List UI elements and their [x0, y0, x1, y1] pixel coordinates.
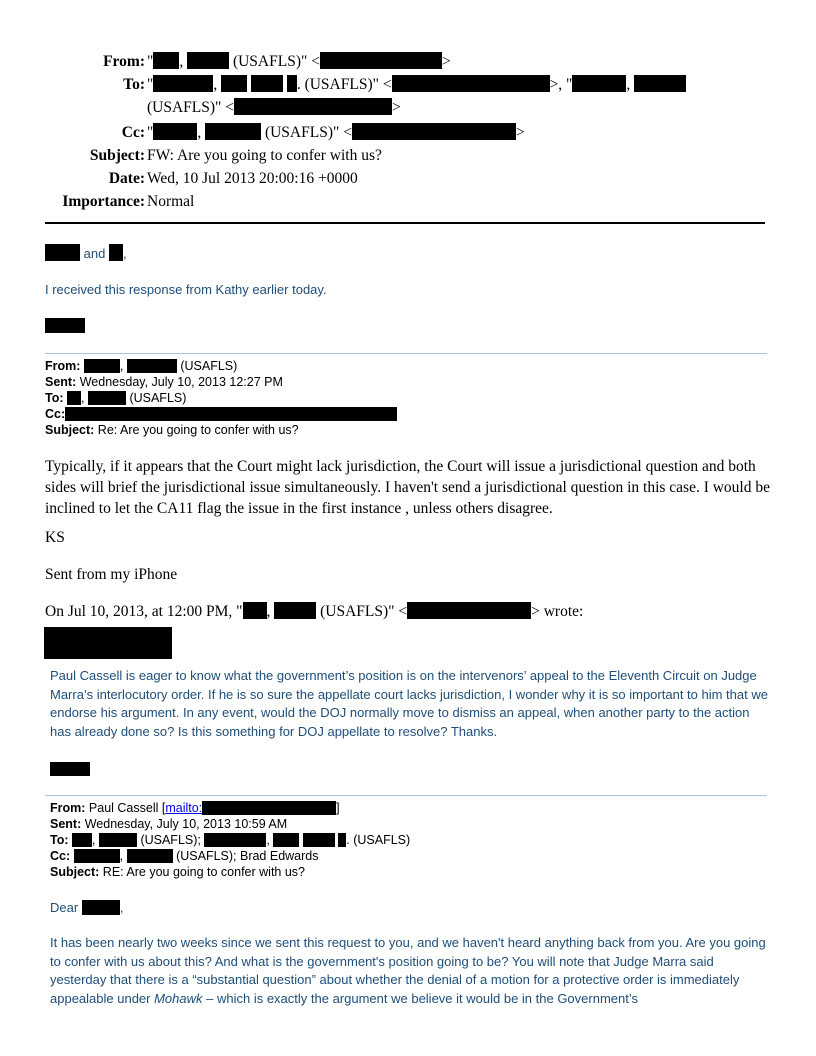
meta-from-row: From: Paul Cassell [mailto: ]: [50, 801, 340, 815]
redaction: [251, 75, 283, 92]
meta-from-value: Paul Cassell [: [88, 801, 166, 815]
redaction: [243, 602, 267, 619]
redaction: [45, 244, 80, 261]
redaction: [72, 833, 92, 847]
redaction: [82, 900, 120, 915]
message-divider: [45, 353, 767, 354]
meta-from-value: (USAFLS): [180, 359, 238, 373]
message-body: Paul Cassell is eager to know what the government’s position is on the intervenors’ appeal to the Eleventh Circuit on Judge Marra’s interlocutory order. If he is so sure the appellate court lacks jurisdiction, I wonder why it is so important to him that we endorse his argument. In any event, would the DOJ normally move to dismiss an appeal, when another party to the action has already done so? Is this something for DOJ appellate to resolve? Thanks.: [50, 668, 768, 739]
header-from-label: From:: [103, 53, 145, 70]
redaction: [392, 75, 550, 92]
header-subject-label: Subject:: [89, 147, 145, 164]
greeting-redaction: [44, 627, 172, 659]
redaction: [74, 849, 120, 863]
redaction: [127, 359, 177, 373]
header-to-value-1: . (USAFLS)" <: [296, 76, 392, 93]
quote-intro: On Jul 10, 2013, at 12:00 PM, " , (USAFLS)" < > wrote:: [45, 603, 584, 620]
header-date-label: Date:: [108, 170, 145, 187]
meta-sent-label: Sent:: [50, 817, 82, 831]
redaction: [204, 833, 266, 847]
meta-cc-label: Cc:: [50, 849, 71, 863]
header-date-value: Wed, 10 Jul 2013 20:00:16 +0000: [147, 170, 358, 187]
meta-sent-row: [45, 374, 397, 390]
greeting-dear: Dear: [50, 900, 79, 915]
meta-to-row: To: , (USAFLS): [45, 391, 187, 405]
sent-from: Sent from my iPhone: [45, 566, 178, 583]
mailto-link[interactable]: mailto:: [165, 801, 203, 815]
meta-sent-row: [50, 816, 410, 832]
meta-to-row: To: , (USAFLS); , . (USAFLS): [50, 833, 411, 847]
quote-intro-mid: (USAFLS)" <: [320, 603, 408, 620]
redaction: [65, 407, 397, 421]
redaction: [320, 52, 442, 69]
message-body-italic: Mohawk: [154, 990, 203, 1006]
redaction: [84, 359, 120, 373]
redaction: [221, 75, 247, 92]
meta-to-value: (USAFLS): [129, 391, 187, 405]
redaction: [88, 391, 126, 405]
email-header: [0, 50, 816, 213]
message-divider: [45, 795, 767, 796]
redaction: [407, 602, 531, 619]
signature-redaction: [50, 762, 90, 776]
header-cc-row: Cc: " , (USAFLS)" < >: [0, 121, 816, 144]
meta-to-value-2: . (USAFLS): [346, 833, 411, 847]
message-body: I received this response from Kathy earlier today.: [45, 282, 327, 297]
header-cc-label: Cc:: [121, 124, 145, 141]
redaction: [287, 75, 297, 92]
header-importance-row: [0, 190, 816, 213]
redaction: [205, 123, 261, 140]
message-body-part-2: – which is exactly the argument we believe it would be in the Government’s: [202, 990, 639, 1006]
redaction: [274, 602, 316, 619]
meta-to-label: To:: [50, 833, 69, 847]
redaction: [187, 52, 229, 69]
redaction: [109, 244, 123, 261]
redaction: [634, 75, 686, 92]
redaction: [67, 391, 81, 405]
message-body: [50, 934, 770, 1008]
meta-cc-value: (USAFLS); Brad Edwards: [176, 849, 319, 863]
header-from-row: From: " , (USAFLS)" < >: [0, 50, 816, 73]
meta-cc-row: [45, 406, 397, 422]
redaction: [127, 849, 173, 863]
signature-redaction: [45, 318, 85, 333]
signature: KS: [45, 529, 65, 546]
header-to-value-3: (USAFLS)" <: [147, 99, 234, 116]
quote-intro-date: On Jul 10, 2013, at 12:00 PM, ": [45, 603, 243, 620]
meta-to-value-1: (USAFLS);: [140, 833, 201, 847]
meta-from-label: From:: [50, 801, 86, 815]
meta-subject-value: RE: Are you going to confer with us?: [102, 865, 305, 879]
redaction: [234, 98, 392, 115]
header-subject-row: [0, 144, 816, 167]
header-date-row: [0, 167, 816, 190]
redaction: [273, 833, 299, 847]
header-importance-label: Importance:: [62, 193, 145, 210]
meta-subject-row: [45, 422, 397, 438]
header-to-row: To: " , . (USAFLS)" < >, " , (USAFLS)" < >: [0, 73, 816, 119]
header-importance-value: Normal: [147, 193, 195, 210]
header-from-value: (USAFLS)" <: [232, 53, 320, 70]
redaction: [572, 75, 626, 92]
redaction: [99, 833, 137, 847]
redaction: [202, 801, 336, 815]
redaction: [153, 75, 213, 92]
greeting-and: and: [83, 246, 106, 261]
meta-sent-value: Wednesday, July 10, 2013 10:59 AM: [84, 817, 288, 831]
meta-sent-label: Sent:: [45, 375, 77, 389]
header-cc-value: (USAFLS)" <: [264, 124, 352, 141]
redaction: [153, 123, 197, 140]
quote-intro-wrote: > wrote:: [531, 603, 584, 620]
meta-subject-label: Subject:: [50, 865, 100, 879]
meta-subject-label: Subject:: [45, 423, 95, 437]
header-to-value-2: >, ": [549, 76, 573, 93]
greeting: and ,: [45, 244, 127, 263]
header-to-label: To:: [123, 76, 145, 93]
redaction: [352, 123, 516, 140]
meta-from-row: From: , (USAFLS): [45, 359, 238, 373]
redaction: [153, 52, 179, 69]
meta-cc-label: Cc:: [45, 407, 66, 421]
meta-subject-value: Re: Are you going to confer with us?: [97, 423, 299, 437]
message-meta: [50, 800, 410, 880]
meta-from-label: From:: [45, 359, 81, 373]
meta-cc-row: Cc: , (USAFLS); Brad Edwards: [50, 849, 319, 863]
message-meta: [45, 358, 397, 438]
message-body-part-1: It has been nearly two weeks since we sent this request to you, and we haven't heard anything back from you. Are you going to confer with us about this? And what is the government's position going to be? You will note that Judge Marra said yesterday that there is a “substantial question” about whether the denial of a motion for a protective order is immediately appealable under: [50, 935, 766, 1006]
header-divider: [45, 222, 765, 224]
header-subject-value: FW: Are you going to confer with us?: [147, 147, 382, 164]
meta-sent-value: Wednesday, July 10, 2013 12:27 PM: [79, 375, 283, 389]
greeting: Dear ,: [50, 900, 124, 915]
meta-subject-row: [50, 864, 410, 880]
meta-to-label: To:: [45, 391, 64, 405]
message-body: Typically, if it appears that the Court might lack jurisdiction, the Court will issue a jurisdictional question and both sides will brief the jurisdictional issue simultaneously. I haven't send a jurisdictional question in this case. I would be inclined to let the CA11 flag the issue in the first instance , unless others disagree.: [45, 458, 770, 517]
redaction: [303, 833, 335, 847]
